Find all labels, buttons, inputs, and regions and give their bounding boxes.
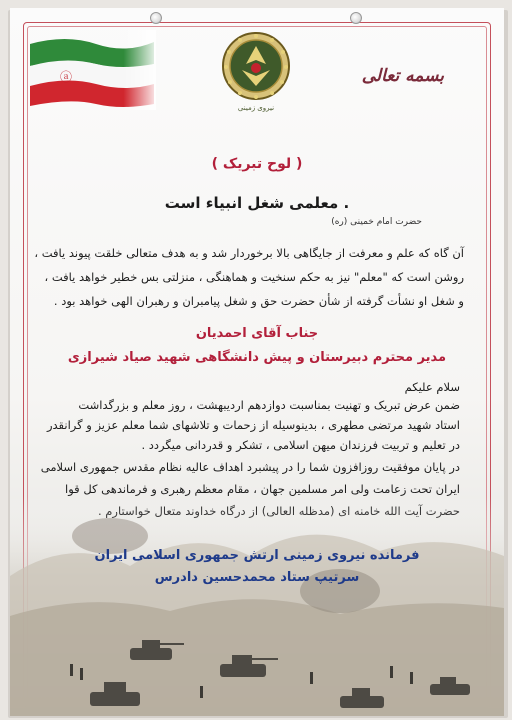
body-line: ایران تحت زعامت ولی امر مسلمین جهان ، مقام معظم رهبری و فرماندهی کل قوا [65,482,460,496]
bismillah-heading: بسمه تعالی [361,66,444,86]
staple-right-icon [350,12,362,24]
certificate-paper [10,8,504,716]
army-emblem-icon [220,30,292,102]
intro-line: آن گاه که علم و معرفت از جایگاهی بالا برخوردار شد و به هدف متعالی خلقت پیوند یافت ، [34,246,464,260]
quote-text: معلمی شغل انبیاء است . [164,194,350,212]
staple-left-icon [150,12,162,24]
battle-scene-illustration [10,496,504,716]
greeting: سلام علیکم [404,380,460,394]
certificate-title: ( لوح تبریک ) [211,156,303,172]
body-line: در پایان موفقیت روزافزون شما را در پیشبرد اهداف عالیه نظام مقدس جمهوری اسلامی [40,460,460,474]
body-line: استاد شهید مرتضی مطهری ، بدینوسیله از زحمات و تلاشهای شما معلم عزیز و گرانقدر [46,418,460,432]
signature-title: فرمانده نیروی زمینی ارتش جمهوری اسلامی ایران [94,548,420,563]
intro-line: روشن است که "معلم" نیز به حکم سنخیت و هماهنگی ، منزلتی بس خطیر خواهد یافت ، [44,270,464,284]
quote-attribution: حضرت امام خمینی (ره) [331,217,422,227]
recipient-title: مدیر محترم دبیرستان و پیش دانشگاهی شهید صیاد شیرازی [67,350,447,365]
body-line: ضمن عرض تبریک و تهنیت بمناسبت دوازدهم اردیبهشت ، روز معلم و بزرگداشت [78,398,460,412]
emblem-caption: نیروی زمینی [237,104,275,112]
recipient-name: جناب آقای احمدیان [195,326,319,341]
signature-name: سرتیپ ستاد محمدحسین دادرس [154,570,360,585]
iran-flag-icon [26,30,156,110]
body-line: در تعلیم و تربیت فرزندان میهن اسلامی ، تشکر و قدردانی میگردد . [141,438,460,452]
intro-line: و شغل او نشأت گرفته از شأن حضرت حق و شغل پیامبران و رهبران الهی خواهد بود . [53,294,464,308]
